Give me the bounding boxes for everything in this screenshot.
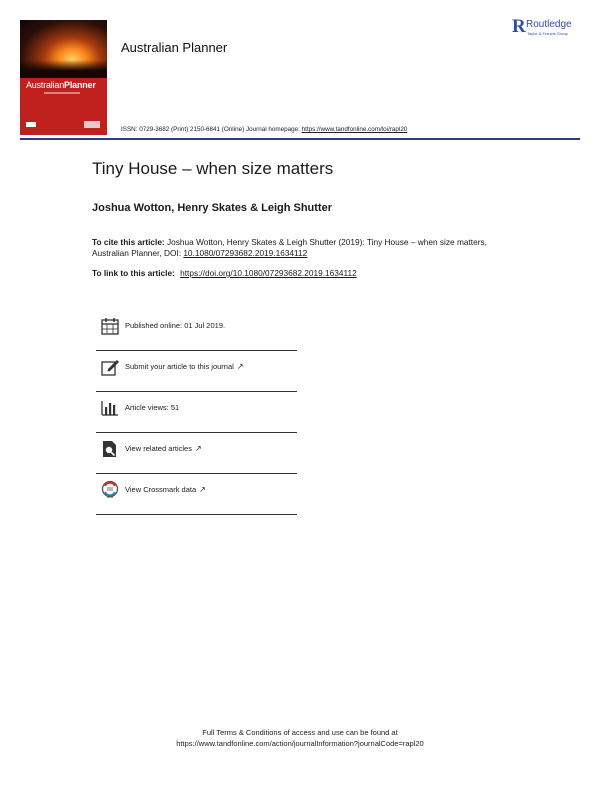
cover-title: AustralianPlanner: [26, 80, 96, 90]
related-articles-link[interactable]: View related articles: [125, 444, 192, 453]
article-link-line: To link to this article: https://doi.org/10.1080/07293682.2019.1634112: [92, 268, 357, 278]
edit-icon: [100, 357, 120, 377]
journal-name: Australian Planner: [121, 40, 228, 55]
published-online-row: [96, 310, 297, 351]
article-title: Tiny House – when size matters: [92, 159, 334, 178]
publisher-logo: [512, 17, 592, 39]
crossmark-icon: [100, 480, 120, 500]
article-authors: Joshua Wotton, Henry Skates & Leigh Shutter: [92, 202, 332, 214]
search-document-icon: [100, 439, 120, 459]
article-info-list: [96, 310, 297, 515]
article-views-row: [96, 392, 297, 433]
article-url-link[interactable]: https://doi.org/10.1080/07293682.2019.1634112: [180, 268, 357, 278]
publisher-tagline: Taylor & Francis Group: [527, 31, 568, 36]
journal-cover-image: [20, 20, 107, 135]
footer-terms-link[interactable]: https://www.tandfonline.com/action/journalInformation?journalCode=rapl20: [176, 739, 424, 748]
citation-block: To cite this article: Joshua Wotton, Henry Skates & Leigh Shutter (2019): Tiny House – when size matters, Australian Planner, DOI: 10.1080/07293682.2019.1634112: [92, 237, 487, 258]
external-link-icon: ↗: [194, 444, 202, 453]
published-online-text: Published online: 01 Jul 2019.: [125, 321, 226, 330]
bar-chart-icon: [100, 398, 120, 418]
doi-link[interactable]: 10.1080/07293682.2019.1634112: [183, 248, 308, 258]
footer-terms: [0, 727, 600, 749]
related-articles-row[interactable]: [96, 433, 297, 474]
calendar-icon: [100, 316, 120, 336]
crossmark-row[interactable]: [96, 474, 297, 515]
crossmark-link[interactable]: View Crossmark data: [125, 485, 197, 494]
submit-article-row[interactable]: [96, 351, 297, 392]
article-views-text: Article views: 51: [125, 403, 180, 412]
journal-homepage-link[interactable]: https://www.tandfonline.com/loi/rapl20: [301, 126, 408, 133]
submit-article-link[interactable]: Submit your article to this journal: [125, 362, 234, 371]
routledge-icon: R: [512, 16, 526, 37]
footer-terms-text: Full Terms & Conditions of access and use can be found at: [202, 728, 398, 737]
cover-badge: [84, 121, 100, 128]
header-divider: [20, 138, 580, 140]
cover-publisher-logo: [26, 122, 36, 127]
publisher-name: Routledge: [526, 19, 572, 30]
issn-line: ISSN: 0729-3682 (Print) 2150-6841 (Online) Journal homepage: https://www.tandfonline.com/loi/rapl20: [121, 126, 408, 133]
external-link-icon: ↗: [199, 485, 206, 494]
external-link-icon: ↗: [236, 362, 244, 371]
